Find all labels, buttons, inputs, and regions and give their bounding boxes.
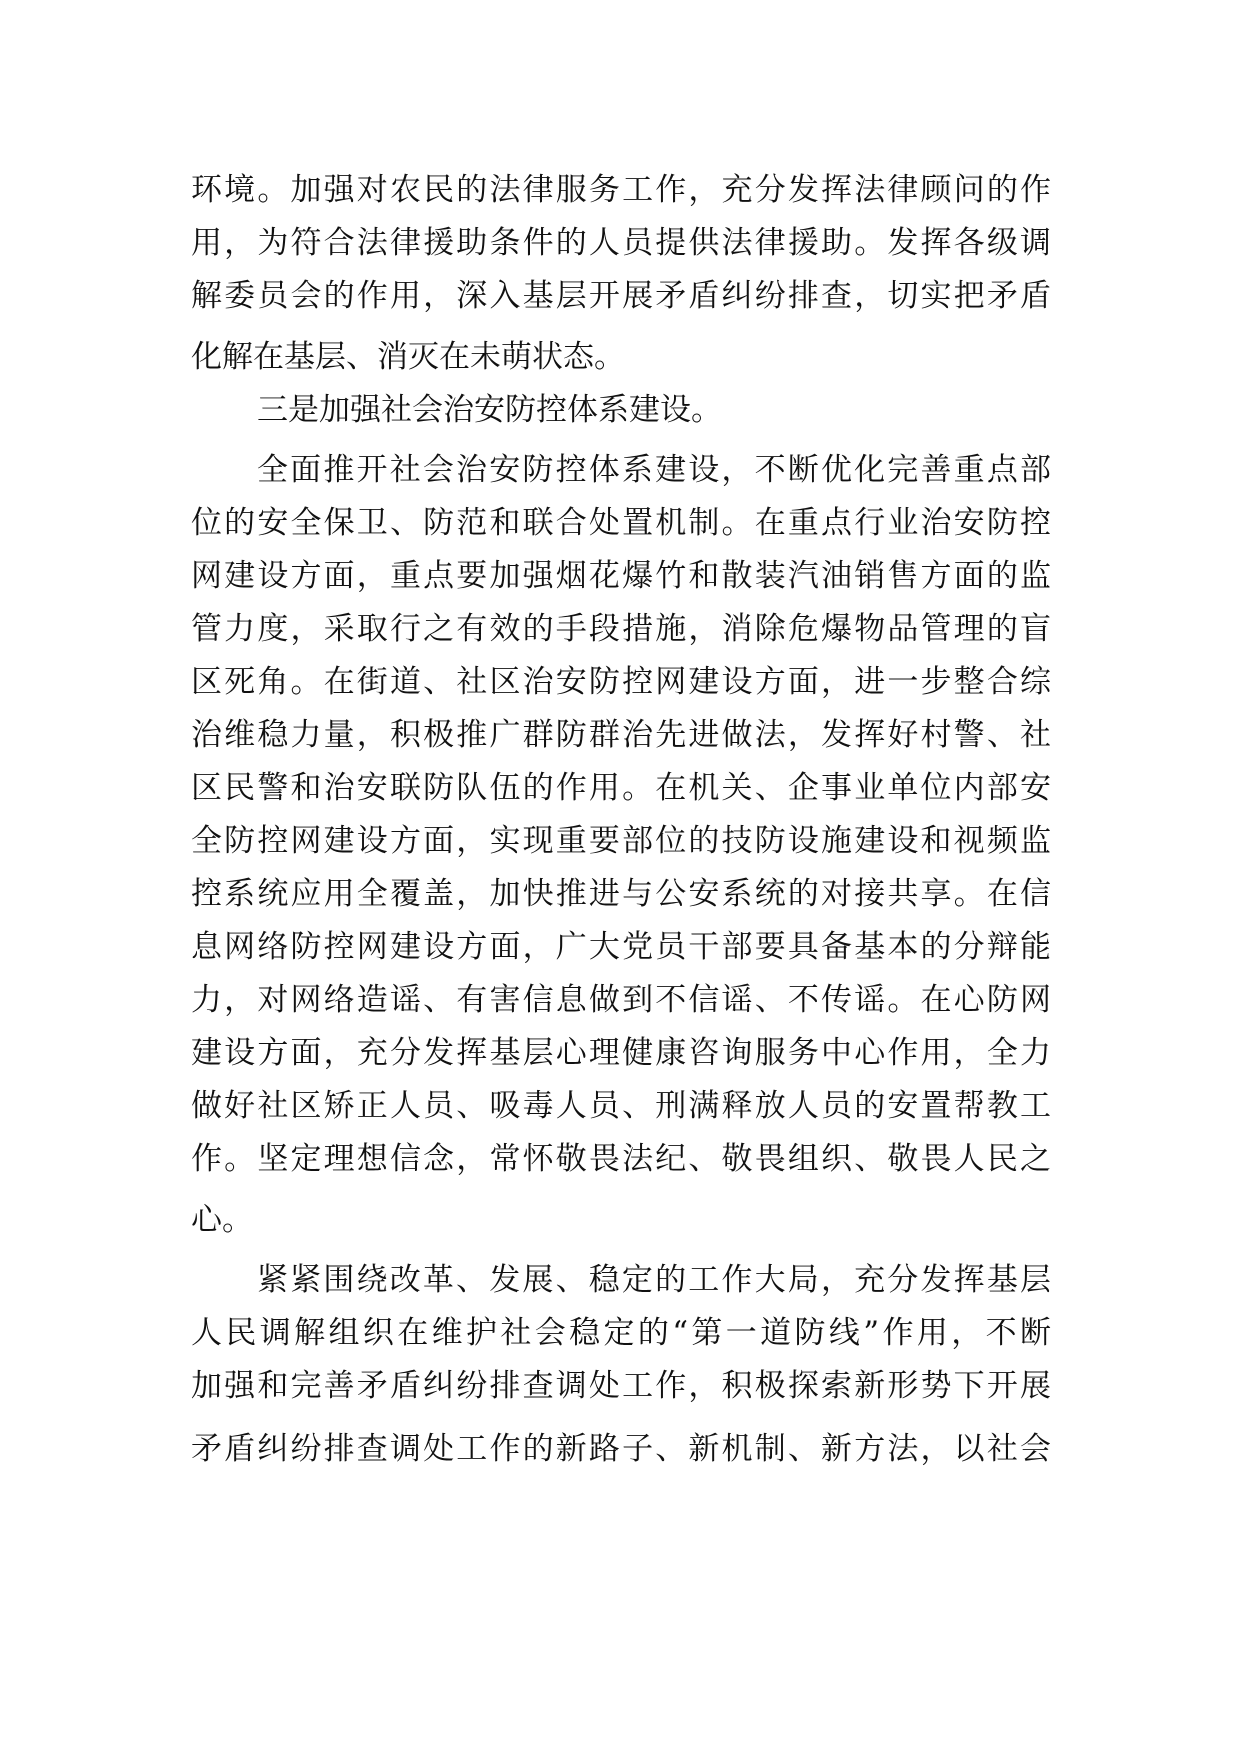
text-line: 治维稳力量，积极推广群防群治先进做法，发挥好村警、社 (191, 717, 1051, 753)
text-line: 全防控网建设方面，实现重要部位的技防设施建设和视频监 (191, 823, 1051, 859)
text-line: 控系统应用全覆盖，加快推进与公安系统的对接共享。在信 (191, 876, 1051, 912)
text-line: 建设方面，充分发挥基层心理健康咨询服务中心作用，全力 (191, 1035, 1051, 1071)
text-line: 网建设方面，重点要加强烟花爆竹和散装汽油销售方面的监 (191, 558, 1051, 594)
text-line: 紧紧围绕改革、发展、稳定的工作大局，充分发挥基层 (257, 1262, 1051, 1298)
text-line: 息网络防控网建设方面，广大党员干部要具备基本的分辩能 (191, 929, 1051, 965)
section-heading: 三是加强社会治安防控体系建设。 (257, 392, 722, 428)
text-line: 解委员会的作用，深入基层开展矛盾纠纷排查，切实把矛盾 (191, 278, 1051, 314)
text-line: 做好社区矫正人员、吸毒人员、刑满释放人员的安置帮教工 (191, 1088, 1051, 1124)
text-line: 矛盾纠纷排查调处工作的新路子、新机制、新方法，以社会 (191, 1431, 1051, 1467)
text-line: 作。坚定理想信念，常怀敬畏法纪、敬畏组织、敬畏人民之 (191, 1141, 1051, 1177)
text-line: 用，为符合法律援助条件的人员提供法律援助。发挥各级调 (191, 225, 1051, 261)
text-line: 力，对网络造谣、有害信息做到不信谣、不传谣。在心防网 (191, 982, 1051, 1018)
text-line: 人民调解组织在维护社会稳定的“第一道防线”作用，不断 (191, 1315, 1051, 1351)
text-line: 区死角。在街道、社区治安防控网建设方面，进一步整合综 (191, 664, 1051, 700)
text-line: 位的安全保卫、防范和联合处置机制。在重点行业治安防控 (191, 505, 1051, 541)
text-line: 区民警和治安联防队伍的作用。在机关、企事业单位内部安 (191, 770, 1051, 806)
text-line: 化解在基层、消灭在未萌状态。 (191, 339, 625, 375)
text-line: 环境。加强对农民的法律服务工作，充分发挥法律顾问的作 (191, 172, 1051, 208)
text-line: 加强和完善矛盾纠纷排查调处工作，积极探索新形势下开展 (191, 1368, 1051, 1404)
text-line: 管力度，采取行之有效的手段措施，消除危爆物品管理的盲 (191, 611, 1051, 647)
text-line: 全面推开社会治安防控体系建设，不断优化完善重点部 (257, 452, 1051, 488)
text-line: 心。 (191, 1202, 253, 1238)
